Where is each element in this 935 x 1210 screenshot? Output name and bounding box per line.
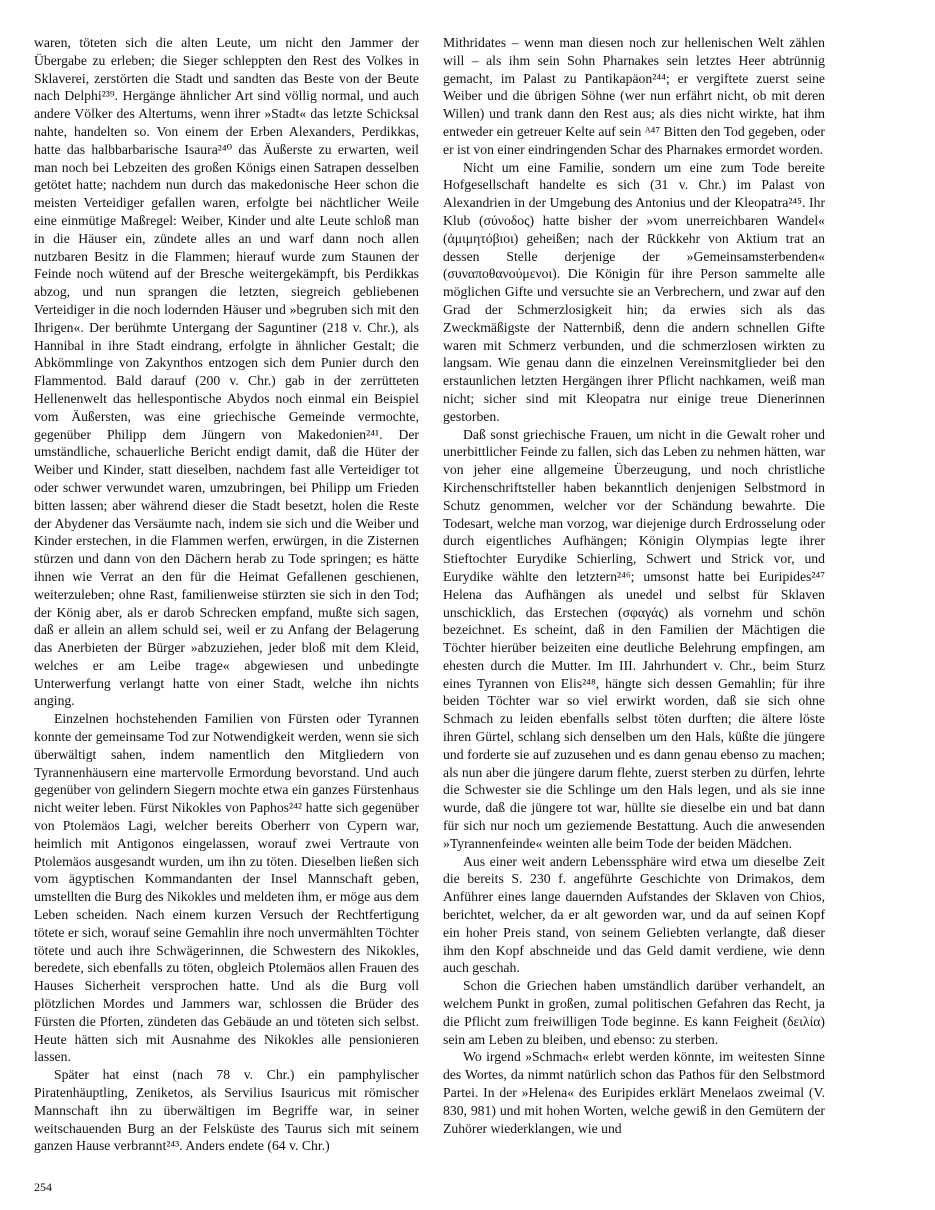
right-column [443, 34, 825, 1137]
page-number: 254 [34, 1180, 52, 1194]
left-column [34, 34, 419, 1155]
paragraph: Mithridates – wenn man diesen noch zur hellenischen Welt zählen will – als ihm sein Sohn Pharnakes sein letztes Heer abtrünnig gemacht, im Palast zu Pantikapäon²⁴⁴; er vergiftete zuerst seine Weiber und die übrigen Söhne (wer nun erfährt nicht, ob mit deren Willen) und trank dann den Rest aus; als dies nicht wirkte, hat ihm entweder ein getreuer Kelte auf sein ᴬ⁴⁷ Bitten den Tod gegeben, oder er ist von einer eindringenden Schar des Pharnakes ermordet worden. [443, 35, 825, 157]
paragraph: Einzelnen hochstehenden Familien von Fürsten oder Tyrannen konnte der gemeinsame Tod zur Notwendigkeit werden, wenn sie sich überwältigt sahen, indem namentlich den Mitgliedern von Tyrannenhäusern eine martervolle Ermordung bevorstand. Und auch gegenüber von gelindern Siegern mochte etwa ein ganzes Fürstenhaus nicht weiter leben. Fürst Nikokles von Paphos²⁴² hatte sich gegenüber von Ptolemäos Lagi, welcher bereits Oberherr von Cypern war, heimlich mit Antigonos eingelassen, worauf zwei Vertraute von Ptolemäos ausgesandt wurden, um ihn zu töten. Dieselben ließen sich vom ägyptischen Kommandanten der Insel Mannschaft geben, umstellten die Burg des Nikokles und meldeten ihm, er möge aus dem Leben scheiden. Nach einem kurzen Versuch der Rechtfertigung tötete er sich, worauf seine Gemahlin ihre noch unvermählten Töchter tötete und auch ihre Schwägerinnen, die Schwestern des Nikokles, beredete, sich ebenfalls zu töten, obgleich Ptolemäos allen Frauen des Hauses Sicherheit versprochen hatte. Und als die Burg voll plötzlichen Mordes und Jammers war, schlossen die Brüder des Fürsten die Pforten, zündeten das Gebäude an und töteten sich selbst. Heute hätten sich mit Ausnahme des Nikokles alle pensionieren lassen. [34, 711, 419, 1065]
paragraph: Wo irgend »Schmach« erlebt werden könnte, im weitesten Sinne des Wortes, da nimmt natürlich schon das Pathos für den Selbstmord Partei. In der »Helena« des Euripides erklärt Menelaos zweimal (V. 830, 981) und mit hohen Worten, welche gewiß in den Gemütern der Zuhörer wiederklangen, wie und [443, 1049, 825, 1136]
paragraph: waren, töteten sich die alten Leute, um nicht den Jammer der Übergabe zu erleben; die Sieger schleppten den Rest des Volkes in Sklaverei, zerstörten die Stadt und sandten das Beste von der Beute nach Delphi²³⁹. Hergänge ähnlicher Art sind völlig normal, und auch andere Völker des Altertums, wenn ihrer »Stadt« das letzte Schicksal nahte, handelten so. Von einem der Erben Alexanders, Perdikkas, hatte das halbbarbarische Isaura²⁴⁰ das Äußerste zu erwarten, weil man noch bei Lebzeiten des großen Königs einen Satrapen desselben getötet hatte; nachdem nun durch das makedonische Heer schon die meisten Verteidiger gefallen waren, erfolgte bei nächtlicher Weile eine einmütige Maßregel: Weiber, Kinder und alte Leute schloß man in die Häuser ein, zündete alles an und warf dann noch allen nutzbaren Besitz in die Flammen; hierauf wurde zum Staunen der Feinde noch wütend auf der Bresche weitergekämpft, bis Perdikkas abzog, und nun sprangen die letzten, siegreich gebliebenen Verteidiger in die noch lodernden Häuser und »begruben sich mit den Ihrigen«. Der berühmte Untergang der Saguntiner (218 v. Chr.), als Hannibal in ihre Stadt eindrang, erfolgte in ähnlicher Gestalt; die Abkömmlinge von Zakynthos entzogen sich dem Punier durch den Flammentod. Bald darauf (200 v. Chr.) gab in der zerrütteten Hellenenwelt das hellespontische Abydos noch einmal ein Beispiel vom Äußersten, was eine griechische Gemeinde vermochte, gegenüber Philipp dem Jüngern von Makedonien²⁴¹. Der umständliche, schauerliche Bericht endigt damit, daß die Hüter der Weiber und Kinder, statt dieselben, nachdem fast alle Verteidiger tot oder schwer verwundet waren, umzubringen, bei Philipp um Frieden bitten lassen; aber während dieser die Stadt besetzt, holen die Reste der Abydener das Versäumte nach, indem sie sich und die Weiber und Kinder erstechen, in die Flammen werfen, erwürgen, in die Zisternen stürzen und dann von den Dächern herab zu Tode springen; es hätte ihnen wie Verrat an den für die Heimat Gefallenen geschienen, weiterzuleben; ohne Rast, familienweise stürzten sie sich in den Tod; der König aber, als er darob Schrecken empfand, mußte sich sagen, daß er allein an allem schuld sei, weil er zu Anfang der Belagerung das Anerbieten der Bürger »abzuziehen, jeder bloß mit dem Kleid, welches er am Leibe trage« abgewiesen und unbedingte Unterwerfung verlangt hatte von einer Stadt, welche ihn nichts anging. [34, 35, 419, 709]
paragraph: Schon die Griechen haben umständlich darüber verhandelt, an welchem Punkt in großen, zumal politischen Gefahren das Recht, ja die Pflicht zum freiwilligen Tode beginne. Es kann Feigheit (δειλία) sein am Leben zu bleiben, und ebenso: zu sterben. [443, 978, 825, 1047]
paragraph: Später hat einst (nach 78 v. Chr.) ein pamphylischer Piratenhäuptling, Zeniketos, als Servilius Isauricus mit römischer Mannschaft ihn zu überwältigen im Begriffe war, in seiner weitschauenden Burg an der Felsküste des Taurus sich mit seinem ganzen Hause verbrannt²⁴³. Anders endete (64 v. Chr.) [34, 1067, 419, 1154]
paragraph: Daß sonst griechische Frauen, um nicht in die Gewalt roher und unerbittlicher Feinde zu fallen, sich das Leben zu nehmen hätten, war von jeher eine allgemeine Überzeugung, und noch christliche Kirchenschriftsteller haben bekanntlich denjenigen Selbstmord in Schutz genommen, welcher vor der Schändung bewahrte. Die Todesart, welche man vorzog, war diejenige durch Erdrosselung oder durch eigentliches Aufhängen; Königin Olympias legte ihrer Stieftochter Eurydike Schierling, Schwert und Strick vor, und Eurydike wählte den letztern²⁴⁶; umsonst hatte bei Euripides²⁴⁷ Helena das Aufhängen als unedel und selbst für Sklaven unschicklich, das Erstechen (σφαγάς) als vornehm und schön bezeichnet. Es scheint, daß in den Familien der Mächtigen die Töchter hierüber beizeiten eine deutliche Belehrung empfingen, am ehesten durch die Mutter. Im III. Jahrhundert v. Chr., beim Sturz eines Tyrannen von Elis²⁴⁸, hängte sich dessen Gemahlin; für ihre beiden Töchter war so viel erwirkt worden, daß sie sich ohne Schmach zu leiden ebenfalls selbst töten durften; die ältere löste ihren Gürtel, schlang sich denselben um den Hals, küßte die jüngere und forderte sie auf zuzusehen und es dann genau ebenso zu machen; als nun aber die jüngere darum flehte, zuerst sterben zu dürfen, lehrte die Schwester sie die Schlinge um den Hals legen, und als sie inne wurde, daß die jüngere tot war, hüllte sie dieselbe ein und bat dann für sich nur noch um geziemende Bestattung. Auch die anwesenden »Tyrannenfeinde« weinten alle beim Tode der beiden Mädchen. [443, 426, 825, 851]
paragraph: Nicht um eine Familie, sondern um eine zum Tode bereite Hofgesellschaft handelte es sich (31 v. Chr.) im Palast von Alexandrien in der Umgebung des Antonius und der Kleopatra²⁴⁵. Ihr Klub (σύνοδος) hatte bisher der »vom unerreichbaren Wandel« (ἀμιμητόβιοι) geheißen; nach der Rückkehr von Aktium trat an dessen Stelle derjenige der »Gemeinsamsterbenden« (συναποθανούμενοι). Die Königin für ihre Person sammelte alle möglichen Gifte und versuchte sie an Verbrechern, und zwar auf den Grad der Schmerzlosigkeit hin; da erwies sich als das Zweckmäßigste der Natternbiß, denn die andern schnellen Gifte waren mit Schmerz verbunden, und die schmerzlosen wirkten zu langsam. Wie genau dann die einzelnen Vereinsmitglieder bei den erstaunlichen letzten Hergängen ihrer Pflicht nachkamen, weiß man nicht; sicher sind mit Kleopatra nur einige treue Dienerinnen gestorben. [443, 159, 825, 424]
paragraph: Aus einer weit andern Lebenssphäre wird etwa um dieselbe Zeit die bereits S. 230 f. angeführte Geschichte von Drimakos, dem Anführer eines lange dauernden Aufstandes der Sklaven von Chios, berichtet, welcher, da er alt geworden war, und da auf seinen Kopf ein hoher Preis stand, von seinem Geliebten verlangte, daß dieser ihm den Kopf abschneide und das Geld damit verdiene, wie denn auch geschah. [443, 853, 825, 976]
